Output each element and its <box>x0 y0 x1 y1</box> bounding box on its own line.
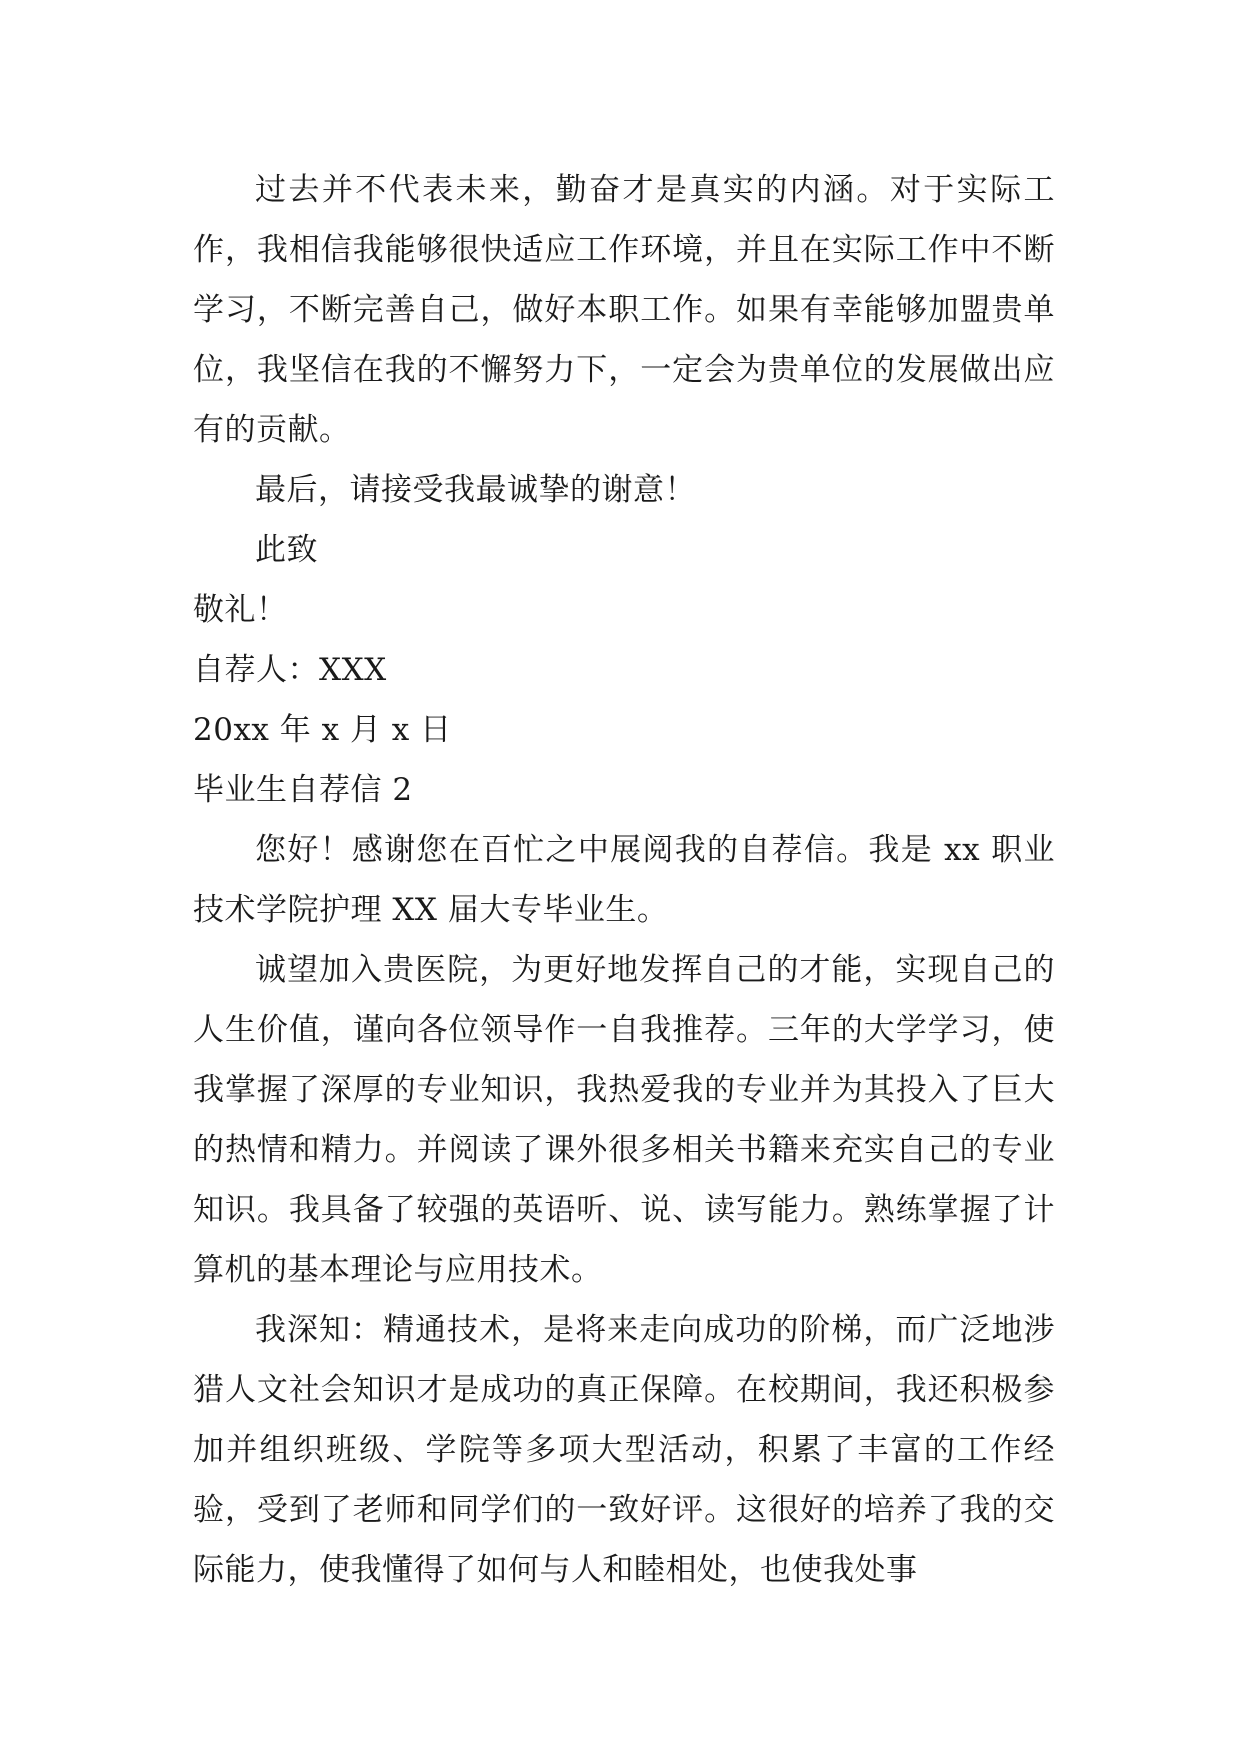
closing-salutation: 此致 <box>255 532 318 568</box>
paragraph-greeting: 您好！感谢您在百忙之中展阅我的自荐信。我是 xx 职业技术学院护理 XX 届大专毕业生。 <box>193 832 1055 928</box>
paragraph-future-contribution: 过去并不代表未来，勤奋才是真实的内涵。对于实际工作，我相信我能够很快适应工作环境，并且在实际工作中不断学习，不断完善自己，做好本职工作。如果有幸能够加盟贵单位，我坚信在我的不懈努力下，一定会为贵单位的发展做出应有的贡献。 <box>193 172 1055 448</box>
closing-regards: 敬礼！ <box>193 592 288 628</box>
paragraph-thanks: 最后，请接受我最诚挚的谢意！ <box>255 472 696 508</box>
date-line: 20xx 年 x 月 x 日 <box>193 712 452 748</box>
paragraph-self-introduction: 诚望加入贵医院，为更好地发挥自己的才能，实现自己的人生价值，谨向各位领导作一自我推荐。三年的大学学习，使我掌握了深厚的专业知识，我热爱我的专业并为其投入了巨大的热情和精力。并阅读了课外很多相关书籍来充实自己的专业知识。我具备了较强的英语听、说、读写能力。熟练掌握了计算机的基本理论与应用技术。 <box>193 952 1055 1288</box>
document-body <box>193 160 1055 1600</box>
section-title: 毕业生自荐信 2 <box>193 772 413 808</box>
signer-line: 自荐人：XXX <box>193 652 387 688</box>
paragraph-experience: 我深知：精通技术，是将来走向成功的阶梯，而广泛地涉猎人文社会知识才是成功的真正保障。在校期间，我还积极参加并组织班级、学院等多项大型活动，积累了丰富的工作经验，受到了老师和同学们的一致好评。这很好的培养了我的交际能力，使我懂得了如何与人和睦相处，也使我处事 <box>193 1312 1055 1588</box>
